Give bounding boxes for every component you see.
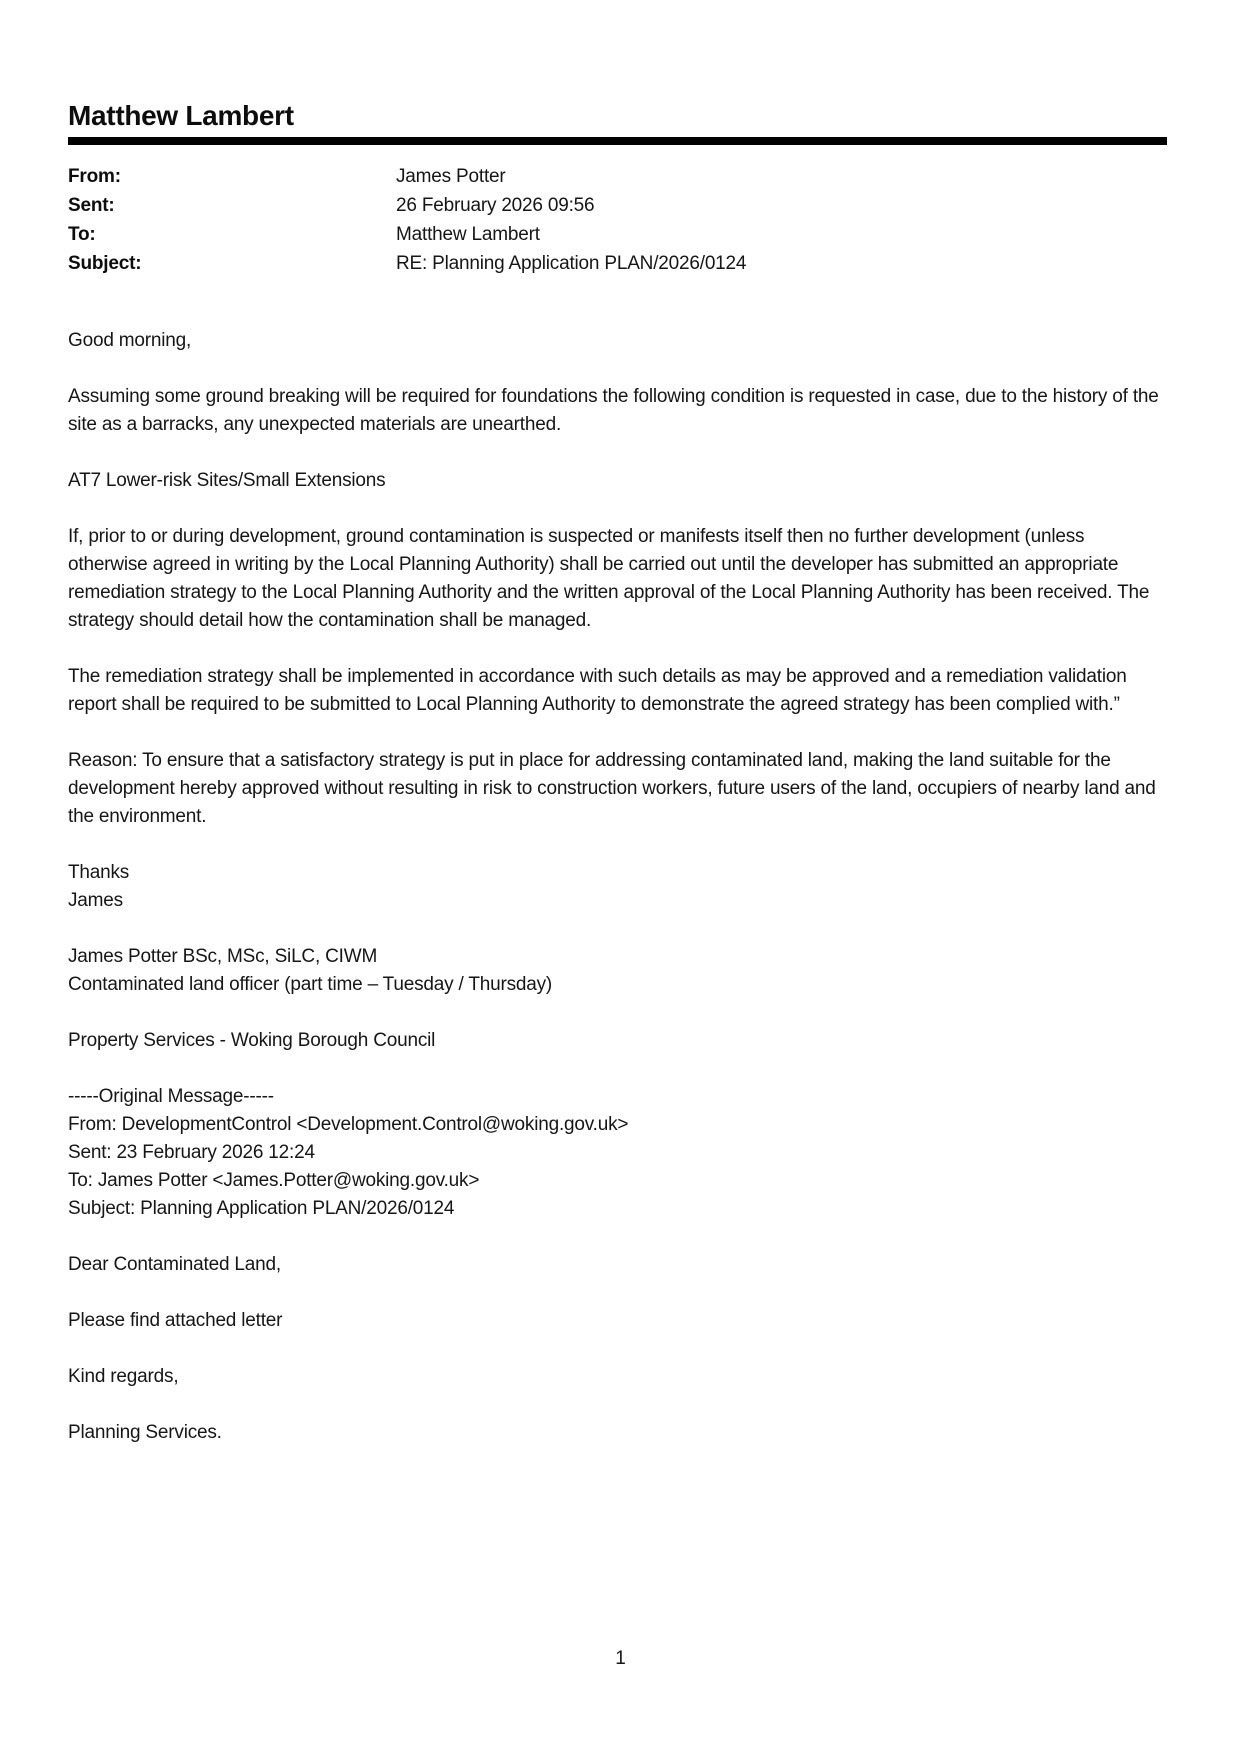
page-number: 1 xyxy=(615,1648,626,1669)
body-paragraph xyxy=(68,383,1167,439)
meta-row xyxy=(68,249,1167,278)
body-paragraph xyxy=(68,1027,1167,1055)
meta-label: To: xyxy=(68,224,96,245)
title-divider-rule xyxy=(68,137,1167,145)
meta-label: Subject: xyxy=(68,253,142,274)
body-line: Thanks xyxy=(68,862,130,883)
body-line: The remediation strategy shall be implemented in accordance with such details as may be approved and a remediation validation report shall be required to be submitted to Local Planning Authority to demonstrate the agreed strategy has been complied with.” xyxy=(68,666,1127,715)
body-line: Assuming some ground breaking will be required for foundations the following condition is requested in case, due to the history of the site as a barracks, any unexpected materials are unearthed. xyxy=(68,386,1159,435)
body-line: James Potter BSc, MSc, SiLC, CIWM xyxy=(68,946,378,967)
body-paragraph xyxy=(68,327,1167,355)
meta-fields xyxy=(68,162,1167,278)
body-line: -----Original Message----- xyxy=(68,1086,274,1107)
body-paragraph xyxy=(68,1251,1167,1279)
body-paragraph xyxy=(68,1083,1167,1223)
body-paragraph xyxy=(68,943,1167,999)
body-line: If, prior to or during development, ground contamination is suspected or manifests itself then no further development (unless otherwise agreed in writing by the Local Planning Authority) shall be carried out until the developer has submitted an appropriate remediation strategy to the Local Planning Authority and the written approval of the Local Planning Authority has been received. The strategy should detail how the contamination shall be managed. xyxy=(68,526,1150,631)
body-line: Please find attached letter xyxy=(68,1310,283,1331)
document-owner-title: Matthew Lambert xyxy=(68,100,294,131)
body-line: Kind regards, xyxy=(68,1366,179,1387)
meta-value: Matthew Lambert xyxy=(396,224,540,245)
body-line: Planning Services. xyxy=(68,1422,222,1443)
body-line: Contaminated land officer (part time – Tuesday / Thursday) xyxy=(68,974,553,995)
body-line: Subject: Planning Application PLAN/2026/0124 xyxy=(68,1198,455,1219)
body-line: Property Services - Woking Borough Council xyxy=(68,1030,436,1051)
body-line: Dear Contaminated Land, xyxy=(68,1254,281,1275)
body-paragraph xyxy=(68,747,1167,831)
body-paragraph xyxy=(68,1363,1167,1391)
body-paragraph xyxy=(68,467,1167,495)
body-line: From: DevelopmentControl <Development.Control@woking.gov.uk> xyxy=(68,1114,629,1135)
meta-row xyxy=(68,162,1167,191)
body-paragraph xyxy=(68,1419,1167,1447)
body-paragraph xyxy=(68,523,1167,635)
meta-value: RE: Planning Application PLAN/2026/0124 xyxy=(396,253,747,274)
meta-label: From: xyxy=(68,166,121,187)
body-line: Reason: To ensure that a satisfactory strategy is put in place for addressing contaminated land, making the land suitable for the development hereby approved without resulting in risk to construction workers, future users of the land, occupiers of nearby land and the environment. xyxy=(68,750,1156,827)
body-paragraph xyxy=(68,859,1167,915)
body-paragraph xyxy=(68,1307,1167,1335)
meta-row xyxy=(68,220,1167,249)
body-line: Sent: 23 February 2026 12:24 xyxy=(68,1142,315,1163)
email-body xyxy=(68,327,1167,1447)
body-line: AT7 Lower-risk Sites/Small Extensions xyxy=(68,470,386,491)
body-line: To: James Potter <James.Potter@woking.gov.uk> xyxy=(68,1170,480,1191)
body-line: Good morning, xyxy=(68,330,192,351)
body-line: James xyxy=(68,890,123,911)
body-paragraph xyxy=(68,663,1167,719)
meta-label: Sent: xyxy=(68,195,115,216)
meta-value: James Potter xyxy=(396,166,506,187)
meta-row xyxy=(68,191,1167,220)
meta-value: 26 February 2026 09:56 xyxy=(396,195,595,216)
